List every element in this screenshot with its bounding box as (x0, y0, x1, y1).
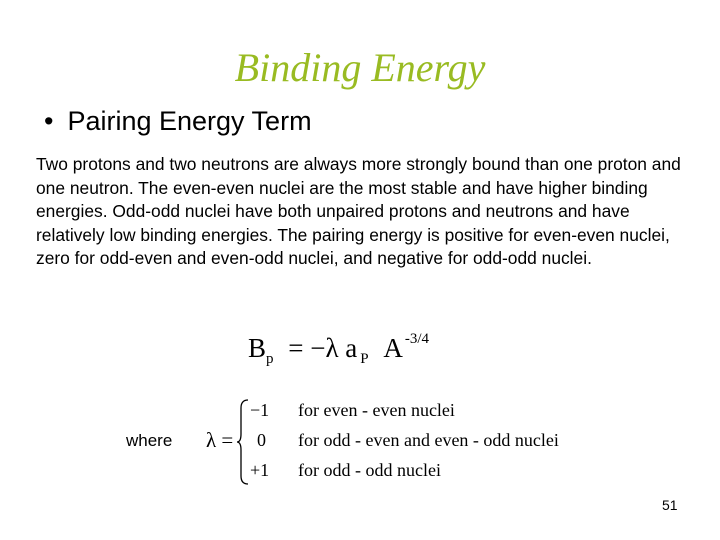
pairing-energy-formula (248, 328, 429, 379)
body-paragraph: Two protons and two neutrons are always more strongly bound than one proton and one neutron. The even-even nuclei are the most stable and have higher binding energies. Odd-odd nuclei have both unpaired protons and neutrons and have relatively low binding energies. The pairing energy is positive for even-even nuclei, zero for odd-even and even-odd nuclei, and negative for odd-odd nuclei. (36, 154, 681, 269)
formula-exponent: -3/4 (404, 331, 430, 347)
slide-title: Binding Energy (234, 45, 486, 90)
case-value: 0 (257, 430, 266, 450)
left-brace (236, 398, 250, 486)
bullet-text: Pairing Energy Term (67, 106, 312, 136)
case-condition: for even - even nuclei (298, 400, 455, 420)
bullet-marker: • (44, 106, 54, 136)
bullet-item (44, 104, 312, 138)
case-condition: for odd - odd nuclei (298, 460, 441, 480)
page-number: 51 (662, 497, 678, 513)
formula-lhs-subscript: p (266, 351, 274, 367)
formula-lhs: B (248, 333, 267, 363)
formula-a-subscript: P (360, 351, 369, 367)
case-value: −1 (250, 400, 270, 420)
case-condition: for odd - even and even - odd nuclei (298, 430, 559, 450)
formula-equals: = −λ a (288, 333, 358, 363)
lambda-definition: λ = (206, 428, 234, 452)
where-label: where (126, 431, 173, 450)
formula-A: A (383, 333, 403, 363)
case-value: +1 (250, 460, 270, 480)
